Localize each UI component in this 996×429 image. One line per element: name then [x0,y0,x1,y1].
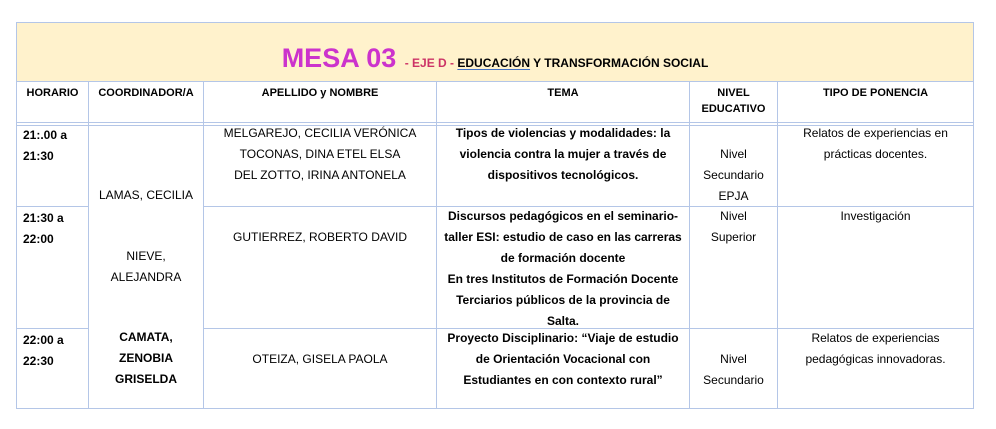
tipo-line: prácticas docentes. [823,147,928,161]
header-apellido: APELLIDO y NOMBRE [261,87,379,99]
tipo-line: Investigación [840,209,911,223]
apellido-cell [204,227,436,248]
nivel-line: Nivel [720,352,747,366]
nivel-line: Secundario [703,168,764,182]
horario-cell [23,330,87,372]
tema-cell [437,206,689,332]
tipo-line: Relatos de experiencias en [803,126,948,140]
header-nivel-line1: NIVEL [717,87,750,99]
horario-end: 22:30 [23,354,54,368]
author-name: TOCONAS, DINA ETEL ELSA [239,147,401,161]
eje-label: - EJE D - [404,56,455,70]
nivel-cell [690,144,777,207]
mesa-title: MESA 03 [281,43,397,73]
tipo-line: Relatos de experiencias [811,331,940,345]
author-name: DEL ZOTTO, IRINA ANTONELA [234,168,406,182]
header-nivel [690,85,777,117]
author-name: OTEIZA, GISELA PAOLA [252,352,388,366]
header-horario: HORARIO [26,87,79,99]
coordinator-3 [89,327,203,390]
apellido-cell [204,349,436,370]
horario-end: 21:30 [23,149,54,163]
tipo-cell [778,123,973,165]
apellido-cell [204,123,436,186]
tema-line: de formación docente [500,251,626,265]
coordinator-3-line: ZENOBIA [119,351,173,365]
coordinator-2-line: NIEVE, [126,249,166,263]
coordinator-3-line: GRISELDA [114,372,177,386]
tipo-line: pedagógicas innovadoras. [805,352,946,366]
coordinator-2-line: ALEJANDRA [110,270,182,284]
tema-line: Proyecto Disciplinario: “Viaje de estudio [447,331,679,345]
tema-cell [437,123,689,186]
table-title [17,43,973,74]
tema-line: violencia contra la mujer a través de [459,147,667,161]
nivel-line: Superior [710,230,757,244]
schedule-table [16,22,974,409]
tema-line: dispositivos tecnológicos. [487,168,639,182]
coordinator-2 [89,246,203,288]
subtitle-rest: Y TRANSFORMACIÓN SOCIAL [533,56,709,70]
nivel-line: Nivel [720,147,747,161]
tema-line: Tipos de violencias y modalidades: la [455,126,671,140]
tema-line: Salta. [546,314,579,328]
horario-cell [23,208,87,250]
nivel-line: Nivel [720,209,747,223]
tema-line: En tres Institutos de Formación Docente [447,272,679,286]
horario-start: 22:00 a [23,333,64,347]
tema-line: Terciarios públicos de la provincia de [456,293,670,307]
divider [17,81,973,82]
divider [17,206,88,207]
title-band [17,23,973,81]
header-coordinador: COORDINADOR/A [98,87,194,99]
divider [17,328,88,329]
tema-line: de Orientación Vocacional con [475,352,651,366]
horario-cell [23,125,87,167]
nivel-line: Secundario [703,373,764,387]
horario-start: 21:30 a [23,211,64,225]
tipo-cell [778,206,973,227]
author-name: MELGAREJO, CECILIA VERÓNICA [223,126,417,140]
nivel-cell [690,349,777,391]
horario-end: 22:00 [23,232,54,246]
horario-start: 21:.00 a [23,128,68,142]
tema-line: Discursos pedagógicos en el seminario- [447,209,679,223]
nivel-cell [690,206,777,248]
nivel-line: EPJA [718,189,749,203]
coordinator-1: LAMAS, CECILIA [98,188,194,202]
header-tipo: TIPO DE PONENCIA [822,87,929,99]
header-nivel-line2: EDUCATIVO [701,103,766,115]
tema-line: taller ESI: estudio de caso en las carreras [444,230,682,244]
coordinator-3-line: CAMATA, [119,330,173,344]
tema-line: Estudiantes en con contexto rural” [463,373,663,387]
tema-cell [437,328,689,391]
tipo-cell [778,328,973,370]
header-tema: TEMA [547,87,579,99]
author-name: GUTIERREZ, ROBERTO DAVID [232,230,408,244]
eje-subtitle [405,56,709,70]
subtitle-underlined: EDUCACIÓN [457,56,531,70]
